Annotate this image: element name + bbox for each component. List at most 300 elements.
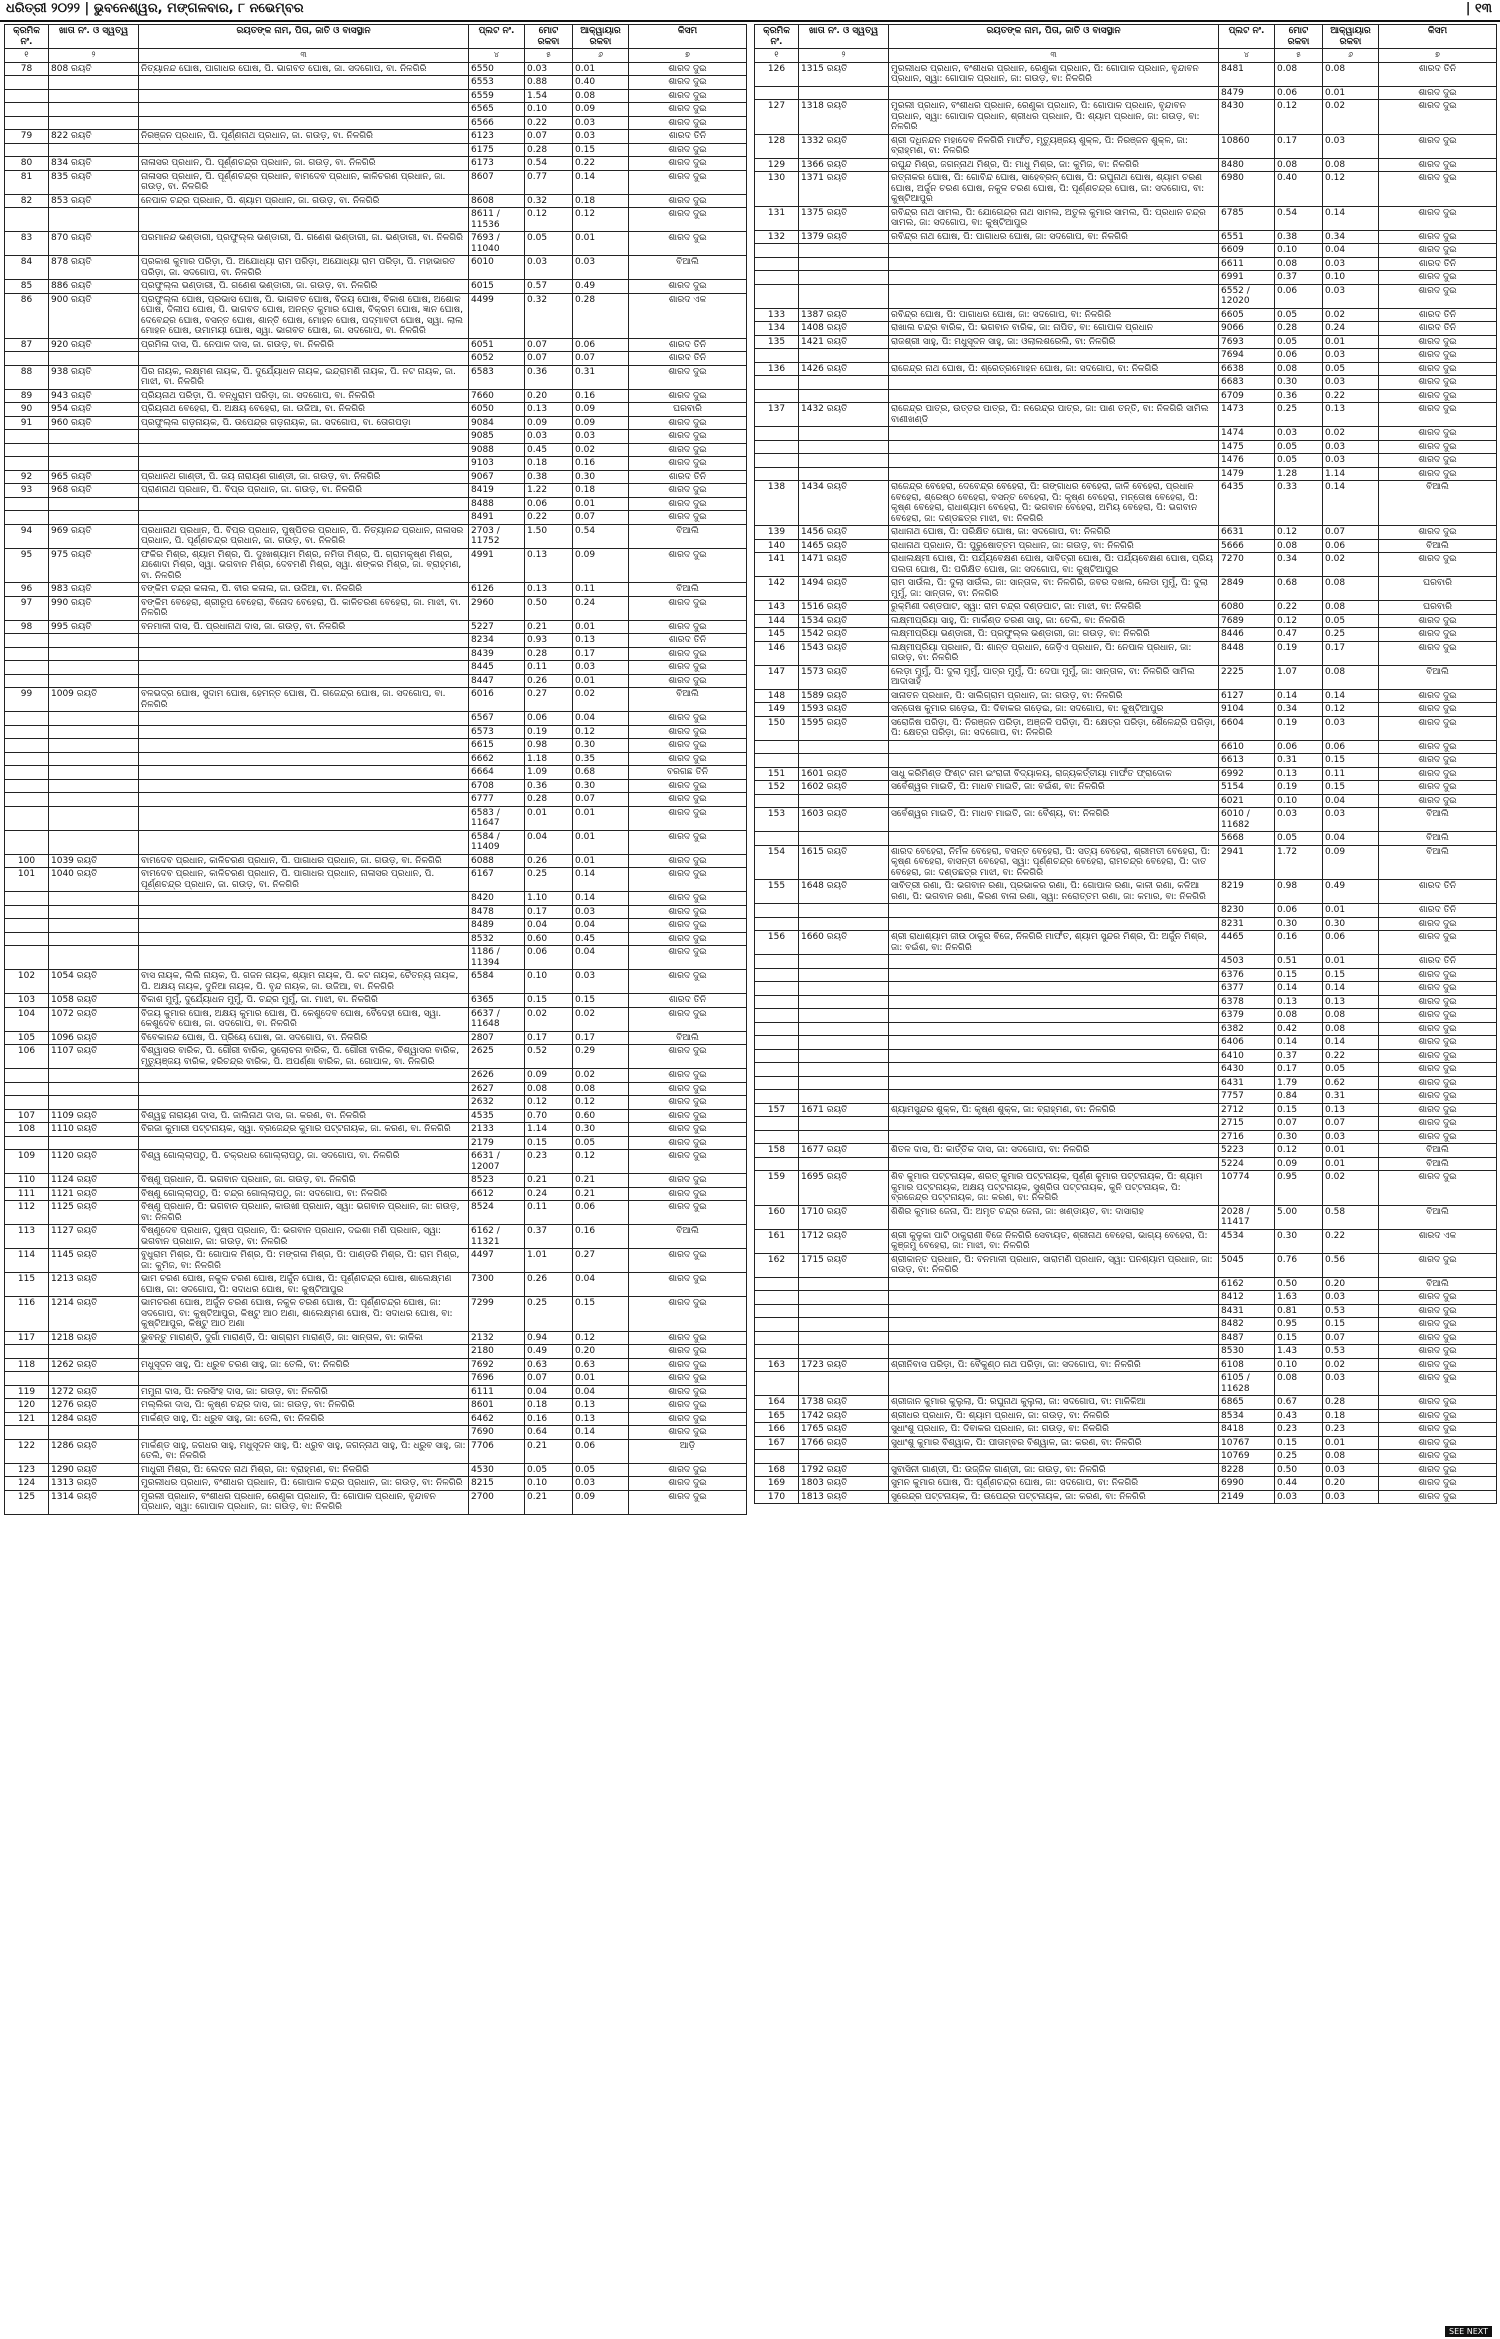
table-row <box>755 917 1497 931</box>
serial-cell: 143 <box>755 601 799 615</box>
plot-cell: 2700 <box>469 1490 525 1514</box>
acquired-area-cell: 0.06 <box>573 1439 629 1463</box>
table-row <box>5 484 747 498</box>
acquired-area-cell: 0.30 <box>1323 917 1379 931</box>
table-row <box>5 932 747 946</box>
total-area-cell: 0.19 <box>1275 716 1323 740</box>
serial-cell <box>5 208 49 232</box>
table-row <box>755 689 1497 703</box>
table-row <box>5 170 747 194</box>
plot-cell: 6175 <box>469 143 525 157</box>
kisam-cell: ଶାରଦ ଦୁଇ <box>1379 376 1497 390</box>
kisam-cell: ଶାରଦ ଦୁଇ <box>1379 1409 1497 1423</box>
acquired-area-cell: 0.08 <box>1323 601 1379 615</box>
owner-cell <box>889 1117 1219 1131</box>
owner-cell <box>139 352 469 366</box>
acquired-area-cell: 0.05 <box>573 1463 629 1477</box>
plot-cell: 7692 <box>469 1358 525 1372</box>
kisam-cell: ଶାରଦ ଦୁଇ <box>629 103 747 117</box>
table-row <box>5 946 747 970</box>
acquired-area-cell: 0.03 <box>573 905 629 919</box>
total-area-cell: 0.07 <box>525 338 573 352</box>
owner-cell <box>889 257 1219 271</box>
khata-cell: 1124 ରୟତି <box>49 1174 139 1188</box>
acquired-area-cell: 0.56 <box>1323 1253 1379 1277</box>
owner-cell: ବାମଦେବ ପ୍ରଧାନ, କାଳିଚରଣ ପ୍ରଧାନ, ପି. ପାଗାଧର ପ୍ରଧାନ, ନାଳାସର ପ୍ରଧାନ, ପି. ପୂର୍ଣ୍ଣଚନ୍ଦ୍ର ପ୍ରଧାନ, ଜା. ଗଉଡ଼, ବା. ନିଳଗିରି <box>139 868 469 892</box>
acquired-area-cell: 0.13 <box>573 634 629 648</box>
owner-cell <box>139 806 469 830</box>
acquired-area-cell: 0.18 <box>573 484 629 498</box>
plot-cell: 8607 <box>469 170 525 194</box>
table-row <box>755 349 1497 363</box>
khata-cell: 1127 ରୟତି <box>49 1225 139 1249</box>
table-row <box>5 430 747 444</box>
kisam-cell: ଶାରଦ ଦୁଇ <box>629 484 747 498</box>
serial-cell: 92 <box>5 470 49 484</box>
acquired-area-cell: 0.45 <box>573 932 629 946</box>
acquired-area-cell: 0.06 <box>573 338 629 352</box>
total-area-cell: 0.06 <box>525 712 573 726</box>
total-area-cell: 0.11 <box>525 661 573 675</box>
serial-cell: 78 <box>5 62 49 76</box>
khata-cell <box>49 1345 139 1359</box>
khata-cell: 870 ରୟତି <box>49 232 139 256</box>
total-area-cell: 0.19 <box>1275 781 1323 795</box>
plot-cell: 10774 <box>1219 1171 1275 1206</box>
total-area-cell: 0.09 <box>1275 1157 1323 1171</box>
khata-cell: 1465 ରୟତି <box>799 539 889 553</box>
serial-cell <box>5 892 49 906</box>
khata-cell <box>49 1082 139 1096</box>
kisam-cell: ଶାରଦ ଦୁଇ <box>1379 1463 1497 1477</box>
owner-cell: ଲେଡ଼ା ମୁର୍ମୁ, ପି: ଦୁଲା ମୁର୍ମୁ, ପାତ୍ର ମୁର୍ମୁ, ପି: ଦେପା ମୁର୍ମୁ, ଜା: ସାନ୍ତାଳ, ବା: ନିଳଗିରି ସାମିଲ ଆଦାସାହି <box>889 665 1219 689</box>
kisam-cell: ଶାରଦ ଦୁଇ <box>1379 995 1497 1009</box>
header-total: ମୋଟ ରକବା <box>1275 25 1323 49</box>
total-area-cell: 0.51 <box>1275 955 1323 969</box>
plot-cell: 6551 <box>1219 230 1275 244</box>
total-area-cell: 0.12 <box>1275 100 1323 135</box>
table-row <box>755 968 1497 982</box>
plot-cell: 1475 <box>1219 440 1275 454</box>
total-area-cell: 0.22 <box>525 116 573 130</box>
owner-cell <box>889 1130 1219 1144</box>
serial-cell: 123 <box>5 1463 49 1477</box>
serial-cell <box>5 793 49 807</box>
acquired-area-cell: 0.17 <box>573 647 629 661</box>
owner-cell: ସର୍ବେଶ୍ୱର ମାଇତି, ପି: ମାଧବ ମାଇତି, ଜା: ବୈଶ୍ୟ, ବା: ନିଳଗିରି <box>889 808 1219 832</box>
kisam-cell: ଶାରଦ ଦୁଇ <box>629 620 747 634</box>
khata-cell: 1589 ରୟତି <box>799 689 889 703</box>
total-area-cell: 0.13 <box>1275 767 1323 781</box>
serial-cell <box>5 89 49 103</box>
total-area-cell: 0.60 <box>525 932 573 946</box>
kisam-cell: ଶାରଦ ଦୁଇ <box>1379 172 1497 207</box>
plot-cell: 6683 <box>1219 376 1275 390</box>
kisam-cell: ଶାରଦ ଦୁଇ <box>629 712 747 726</box>
kisam-cell: ଶାରଦ ଦୁଇ <box>629 752 747 766</box>
total-area-cell: 1.01 <box>525 1249 573 1273</box>
header-sl: କ୍ରମିକ ନଂ. <box>755 25 799 49</box>
acquired-area-cell: 0.21 <box>573 1174 629 1188</box>
plot-cell: 2132 <box>469 1331 525 1345</box>
khata-cell: 983 ରୟତି <box>49 583 139 597</box>
kisam-cell: ଶାରଦ ଦୁଇ <box>629 1345 747 1359</box>
kisam-cell: ଶାରଦ ତିନି <box>629 994 747 1008</box>
serial-cell <box>755 904 799 918</box>
acquired-area-cell: 0.02 <box>573 1007 629 1031</box>
kisam-cell: ଶାରଦ ଏକ <box>629 293 747 338</box>
total-area-cell: 0.01 <box>525 806 573 830</box>
plot-cell: 6010 <box>469 256 525 280</box>
plot-cell: 7693 / 11040 <box>469 232 525 256</box>
plot-cell: 7696 <box>469 1372 525 1386</box>
kisam-cell: ଶାରଦ ଦୁଇ <box>629 232 747 256</box>
acquired-area-cell: 0.14 <box>1323 982 1379 996</box>
serial-cell <box>755 1117 799 1131</box>
plot-cell: 6050 <box>469 403 525 417</box>
total-area-cell: 0.28 <box>1275 322 1323 336</box>
owner-cell: ରବିନ୍ଦ୍ର ଘୋଷ, ପି: ପାଗାଧର ଘୋଷ, ଜା: ସଦଗୋପ, ବା: ନିଳଗିରି <box>889 308 1219 322</box>
owner-cell <box>889 754 1219 768</box>
khata-cell <box>799 1049 889 1063</box>
table-row <box>5 403 747 417</box>
serial-cell <box>755 982 799 996</box>
table-row <box>5 116 747 130</box>
table-row <box>5 647 747 661</box>
kisam-cell: ବିଆଲି <box>1379 539 1497 553</box>
total-area-cell: 0.17 <box>525 905 573 919</box>
table-row <box>755 1450 1497 1464</box>
table-row <box>755 1318 1497 1332</box>
khata-cell: 1286 ରୟତି <box>49 1439 139 1463</box>
serial-cell: 142 <box>755 577 799 601</box>
total-area-cell: 0.10 <box>525 1477 573 1491</box>
plot-cell: 2149 <box>1219 1490 1275 1504</box>
table-row <box>755 904 1497 918</box>
kisam-cell: ଶାରଦ ତିନି <box>1379 62 1497 86</box>
acquired-area-cell: 0.03 <box>573 661 629 675</box>
total-area-cell: 1.63 <box>1275 1291 1323 1305</box>
owner-cell: ଶ୍ରୀନିବାସ ପରିଡ଼ା, ପି: ବୈକୁଣ୍ଠ ନାଥ ପରିଡ଼ା, ଜା: ସଦଗୋପ, ବା: ନିଳଗିରି <box>889 1358 1219 1372</box>
khata-cell: 1375 ରୟତି <box>799 206 889 230</box>
total-area-cell: 0.63 <box>525 1358 573 1372</box>
plot-cell: 6980 <box>1219 172 1275 207</box>
table-row <box>5 457 747 471</box>
plot-cell: 6615 <box>469 739 525 753</box>
kisam-cell: ଶାରଦ ଦୁଇ <box>1379 1331 1497 1345</box>
kisam-cell: ଶାରଦ ଦୁଇ <box>1379 206 1497 230</box>
owner-cell: ମୁରଲୀ ପ୍ରଧାନ, ବଂଶୀଧର ପ୍ରଧାନ, ରେଣୁକା ପ୍ରଧାନ, ପି: ଗୋପାଳ ପ୍ରଧାନ, ବୃନ୍ଦାବନ ପ୍ରଧାନ, ସ୍ୱା: ଗୋପାଳ ପ୍ରଧାନ, ଜା: ଗଉଡ଼, ବା: ନିଳଗିରି <box>139 1490 469 1514</box>
owner-cell <box>889 1063 1219 1077</box>
acquired-area-cell: 0.08 <box>1323 665 1379 689</box>
plot-cell: 6991 <box>1219 271 1275 285</box>
serial-cell: 164 <box>755 1396 799 1410</box>
serial-cell: 149 <box>755 703 799 717</box>
plot-cell: 8439 <box>469 647 525 661</box>
serial-cell: 104 <box>5 1007 49 1031</box>
plot-cell: 2028 / 11417 <box>1219 1205 1275 1229</box>
owner-cell <box>889 1157 1219 1171</box>
total-area-cell: 0.22 <box>1275 601 1323 615</box>
plot-cell: 7757 <box>1219 1090 1275 1104</box>
total-area-cell: 0.05 <box>1275 335 1323 349</box>
serial-cell <box>755 1036 799 1050</box>
plot-cell: 9088 <box>469 443 525 457</box>
acquired-area-cell: 0.24 <box>1323 322 1379 336</box>
total-area-cell: 0.22 <box>525 511 573 525</box>
total-area-cell: 0.12 <box>1275 1144 1323 1158</box>
total-area-cell: 0.49 <box>525 1345 573 1359</box>
table-row <box>5 1273 747 1297</box>
kisam-cell: ବିଆଲି <box>1379 665 1497 689</box>
kisam-cell: ଶାରଦ ଦୁଇ <box>1379 1253 1497 1277</box>
kisam-cell: ଶାରଦ ତିନି <box>629 634 747 648</box>
owner-cell <box>139 1082 469 1096</box>
plot-cell: 8534 <box>1219 1409 1275 1423</box>
acquired-area-cell: 0.30 <box>573 739 629 753</box>
total-area-cell: 0.50 <box>1275 1277 1323 1291</box>
land-table-right <box>754 24 1497 1504</box>
owner-cell <box>139 919 469 933</box>
serial-cell <box>5 712 49 726</box>
serial-cell <box>755 376 799 390</box>
plot-cell: 8230 <box>1219 904 1275 918</box>
table-row <box>5 62 747 76</box>
serial-cell <box>5 1426 49 1440</box>
kisam-cell: ଶାରଦ ଦୁଇ <box>629 1463 747 1477</box>
kisam-cell: ଶାରଦ ଦୁଇ <box>629 1372 747 1386</box>
kisam-cell: ଶାରଦ ଦୁଇ <box>1379 1130 1497 1144</box>
plot-cell: 9103 <box>469 457 525 471</box>
header-plot: ପ୍ଲଟ ନଂ. <box>1219 25 1275 49</box>
khata-cell: 1290 ରୟତି <box>49 1463 139 1477</box>
total-area-cell: 0.24 <box>525 1187 573 1201</box>
khata-cell <box>49 919 139 933</box>
kisam-cell: ଶାରଦ ଦୁଇ <box>1379 467 1497 481</box>
table-row <box>755 454 1497 468</box>
header-kisam: କିସମ <box>629 25 747 49</box>
plot-cell: 6584 / 11409 <box>469 830 525 854</box>
kisam-cell: ଶାରଦ ଦୁଇ <box>629 548 747 583</box>
total-area-cell: 0.05 <box>525 232 573 256</box>
khata-cell <box>799 968 889 982</box>
serial-cell: 132 <box>755 230 799 244</box>
plot-cell: 6021 <box>1219 794 1275 808</box>
owner-cell: ପ୍ରଧାନଥ ଗାଣ୍ଡୀ, ପି. ଜୟ ନାରାୟଣ ଗାଣ୍ଡୀ, ଜା. ଗଉଡ଼, ବା. ନିଳଗିରି <box>139 470 469 484</box>
plot-cell: 8412 <box>1219 1291 1275 1305</box>
plot-cell: 6051 <box>469 338 525 352</box>
serial-cell <box>755 1372 799 1396</box>
plot-cell: 6552 / 12020 <box>1219 284 1275 308</box>
owner-cell <box>889 740 1219 754</box>
table-row <box>5 443 747 457</box>
table-row <box>755 322 1497 336</box>
kisam-cell: ଶାରଦ ଦୁଇ <box>629 89 747 103</box>
serial-cell <box>755 427 799 441</box>
khata-cell: 1314 ରୟତି <box>49 1490 139 1514</box>
owner-cell: ନାଳାସର ପ୍ରଧାନ, ପି. ପୂର୍ଣ୍ଣଚନ୍ଦ୍ର ପ୍ରଧାନ, ବାମଦେବ ପ୍ରଧାନ, କାଳିଚରଣ ପ୍ରଧାନ, ଜା. ଗଉଡ଼, ବା. ନିଳଗିରି <box>139 170 469 194</box>
total-area-cell: 0.19 <box>1275 641 1323 665</box>
total-area-cell: 5.00 <box>1275 1205 1323 1229</box>
table-row <box>755 1009 1497 1023</box>
serial-cell <box>755 1331 799 1345</box>
total-area-cell: 1.22 <box>525 484 573 498</box>
khata-cell <box>799 440 889 454</box>
acquired-area-cell: 0.22 <box>1323 1229 1379 1253</box>
khata-cell <box>49 1096 139 1110</box>
right-column <box>754 24 1496 1515</box>
kisam-cell: ଶାରଦ ଦୁଇ <box>629 511 747 525</box>
owner-cell: ନିତ୍ୟାନନ୍ଦ ଘୋଷ, ପାଗାଧର ଘୋଷ, ପି. ଭାଗବତ ଘୋଷ, ଜା. ସଦଗୋପ, ବା. ନିଳଗିରି <box>139 62 469 76</box>
khata-cell <box>49 946 139 970</box>
khata-cell: 1040 ରୟତି <box>49 868 139 892</box>
khata-cell <box>49 511 139 525</box>
owner-cell: ପ୍ରିୟନାଥ ପରିଡ଼ା, ପି. ବନ୍ଧୁରାମ ପରିଡ଼ା, ଜା. ସଦଗୋପ, ବା. ନିଳଗିରି <box>139 389 469 403</box>
serial-cell <box>755 754 799 768</box>
table-row <box>5 548 747 583</box>
khata-cell: 1671 ରୟତି <box>799 1103 889 1117</box>
acquired-area-cell: 0.03 <box>1323 1130 1379 1144</box>
khata-cell <box>49 739 139 753</box>
owner-cell: ପ୍ରଫୁଲ୍ଲ ଗଡ଼ନାୟକ, ପି. ଉପେନ୍ଦ୍ର ଗଡ଼ନାୟକ, ଜା. ସଦଗୋପ, ବା. ତୋଗପଡ଼ା <box>139 416 469 430</box>
owner-cell: ଶ୍ରୀଜାନ କୁମାର କୁଲୁଲା, ପି: ରଘୁନାଥ କୁଲୁଲା, ଜା: ସଦଗୋପ, ବା: ମାଳିକିଆ <box>889 1396 1219 1410</box>
owner-cell: ଫକିର ମିଶ୍ର, ଶ୍ୟାମ ମିଶ୍ର, ପି. ଦୁଃଖଶ୍ୟାମ ମିଶ୍ର, ନମିତା ମିଶ୍ର, ପି. ଗ୍ରାମକୃଷ୍ଣ ମିଶ୍ର, ଯଶୋଦା ମିଶ୍ର, ସ୍ୱା. ଭଗବାନ ମିଶ୍ର, ଦେବମଣି ମିଶ୍ର, ସ୍ୱା. ଶଙ୍କର ମିଶ୍ର, ଜା. ବ୍ରାହ୍ମଣ, ବା. ନିଳଗିରି <box>139 548 469 583</box>
khata-cell <box>799 1157 889 1171</box>
serial-cell <box>755 349 799 363</box>
owner-cell: ଶାରଦ ବେହେରା, ନିର୍ମଳ ବେହେରା, ବସନ୍ତ ବେହେରା, ପି: ସତ୍ୟ ବେହେରା, ଶ୍ରୀମତୀ ବେହେରା, ପି: କୃଷ୍ଣ ବେହେରା, ବାସନ୍ତୀ ବେହେରା, ସ୍ୱା: ପୂର୍ଣ୍ଣଚନ୍ଦ୍ର ବେହେରା, ରାମଚନ୍ଦ୍ର ବେହେରା, ପି: ଦାତ ବେହେରା, ଜା: ଦଣ୍ଡଛତ୍ର ମାଝୀ, ବା: ନିଳଗିରି <box>889 845 1219 880</box>
kisam-cell: ଶାରଦ ଦୁଇ <box>1379 794 1497 808</box>
table-row <box>5 1174 747 1188</box>
kisam-cell: ଶାରଦ ଦୁଇ <box>629 1477 747 1491</box>
kisam-cell: ଶାରଦ ଦୁଇ <box>1379 427 1497 441</box>
khata-cell: 1766 ରୟତି <box>799 1436 889 1450</box>
plot-cell: 6609 <box>1219 244 1275 258</box>
owner-cell <box>139 1345 469 1359</box>
total-area-cell: 0.09 <box>525 416 573 430</box>
serial-cell <box>5 443 49 457</box>
acquired-area-cell: 0.18 <box>1323 1409 1379 1423</box>
total-area-cell: 0.05 <box>1275 440 1323 454</box>
total-area-cell: 0.10 <box>1275 1358 1323 1372</box>
total-area-cell: 0.68 <box>1275 577 1323 601</box>
acquired-area-cell: 0.15 <box>573 1297 629 1332</box>
owner-cell <box>139 752 469 766</box>
owner-cell: ବିଷ୍ଣୁଦେବ ପ୍ରଧାନ, ପୁଷ୍ପ ପ୍ରଧାନ, ପି: ଭଗବାନ ପ୍ରଧାନ, ଦଇଶା ମଣି ପ୍ରଧାନ, ସ୍ୱା: ଭଗବାନ ପ୍ରଧାନ, ଜା: ଗଉଡ଼, ବା: ନିଳଗିରି <box>139 1225 469 1249</box>
page-number: | ୧୩ <box>1465 1 1492 16</box>
acquired-area-cell: 0.08 <box>1323 62 1379 86</box>
kisam-cell: ଶାରଦ ଦୁଇ <box>1379 754 1497 768</box>
acquired-area-cell: 0.12 <box>573 1331 629 1345</box>
serial-cell <box>755 1318 799 1332</box>
plot-cell: 1479 <box>1219 467 1275 481</box>
kisam-cell: ଶାରଦ ଦୁଇ <box>1379 1396 1497 1410</box>
kisam-cell: ଶାରଦ ଦୁଇ <box>1379 349 1497 363</box>
colnum: ୪ <box>1219 49 1275 63</box>
table-row <box>755 403 1497 427</box>
total-area-cell: 1.43 <box>1275 1345 1323 1359</box>
khata-cell: 1595 ରୟତି <box>799 716 889 740</box>
serial-cell <box>755 1009 799 1023</box>
kisam-cell: ଶାରଦ ଦୁଇ <box>629 661 747 675</box>
plot-cell: 2627 <box>469 1082 525 1096</box>
owner-cell <box>139 143 469 157</box>
khata-cell: 1096 ରୟତି <box>49 1031 139 1045</box>
acquired-area-cell: 0.22 <box>1323 1049 1379 1063</box>
acquired-area-cell: 0.02 <box>1323 308 1379 322</box>
total-area-cell: 0.06 <box>1275 284 1323 308</box>
owner-cell <box>139 89 469 103</box>
owner-cell: ପ୍ରିୟନାଥ ବେହେରା, ପି. ଅକ୍ଷୟ ବେହେରା, ଜା. ଉଜିଆ, ବା. ନିଳଗିରି <box>139 403 469 417</box>
serial-cell: 145 <box>755 628 799 642</box>
table-body-left <box>5 62 747 1514</box>
serial-cell <box>755 1304 799 1318</box>
plot-cell: 2715 <box>1219 1117 1275 1131</box>
owner-cell: ସର୍ବେଶ୍ୱର ମାଇତି, ପି: ମାଧବ ମାଇତି, ଜା: ବଇଁଶ, ବା: ନିଳଗିରି <box>889 781 1219 795</box>
khata-cell <box>49 892 139 906</box>
kisam-cell: ଶାରଦ ଦୁଇ <box>629 779 747 793</box>
khata-cell: 1710 ରୟତି <box>799 1205 889 1229</box>
plot-cell: 6431 <box>1219 1076 1275 1090</box>
plot-cell: 7270 <box>1219 553 1275 577</box>
table-row <box>755 1022 1497 1036</box>
owner-cell: ବାସ ନାୟକ, ଲିଲି ନାୟକ, ପି. ଗଜନ ନାୟକ, ଶ୍ୟାମ ନାୟକ, ପି. କଟ ନାୟକ, ଚୈତନ୍ୟ ନାୟକ, ପି. ଅକ୍ଷୟ ନାୟକ, ଦୁନିଆ ନାୟକ, ପି. ବୃନ୍ଦ ନାୟକ, ଜା. ଉଜିଆ, ବା. ନିଳଗିରି <box>139 970 469 994</box>
plot-cell: 6052 <box>469 352 525 366</box>
kisam-cell: ଶାରଦ ଦୁଇ <box>1379 641 1497 665</box>
total-area-cell: 0.26 <box>525 674 573 688</box>
khata-cell <box>49 766 139 780</box>
acquired-area-cell: 0.03 <box>1323 716 1379 740</box>
serial-cell: 81 <box>5 170 49 194</box>
total-area-cell: 0.37 <box>1275 271 1323 285</box>
plot-cell: 6777 <box>469 793 525 807</box>
table-row <box>755 1090 1497 1104</box>
kisam-cell: ଶାରଦ ଦୁଇ <box>1379 86 1497 100</box>
owner-cell <box>139 1069 469 1083</box>
acquired-area-cell: 0.35 <box>573 752 629 766</box>
header-name: ରୟତଙ୍କ ନାମ, ପିତା, ଜାତି ଓ ବାସସ୍ଥାନ <box>139 25 469 49</box>
colnum: ୭ <box>1379 49 1497 63</box>
total-area-cell: 0.18 <box>525 457 573 471</box>
header-total: ମୋଟ ରକବା <box>525 25 573 49</box>
acquired-area-cell: 0.31 <box>1323 1090 1379 1104</box>
plot-cell: 2941 <box>1219 845 1275 880</box>
total-area-cell: 0.54 <box>1275 206 1323 230</box>
khata-cell <box>799 754 889 768</box>
table-row <box>5 1031 747 1045</box>
serial-cell <box>5 905 49 919</box>
acquired-area-cell: 0.03 <box>1323 1372 1379 1396</box>
header-acquired: ଆକ୍ୱାୟାର ରକବା <box>573 25 629 49</box>
acquired-area-cell: 0.01 <box>1323 955 1379 969</box>
owner-cell: ମଲ୍ଲିକା ଦାସ, ପି: କୃଷ୍ଣ ଚନ୍ଦ୍ର ଦାସ, ଜା: ଗଉଡ଼, ବା: ନିଳଗିରି <box>139 1399 469 1413</box>
kisam-cell: ଶାରଦ ଦୁଇ <box>629 674 747 688</box>
acquired-area-cell: 0.09 <box>573 548 629 583</box>
kisam-cell: ବିଆଲି <box>1379 845 1497 880</box>
kisam-cell: ଶାରଦ ଦୁଇ <box>1379 1076 1497 1090</box>
kisam-cell: ଶାରଦ ଦୁଇ <box>1379 1117 1497 1131</box>
plot-cell: 6638 <box>1219 362 1275 376</box>
total-area-cell: 0.25 <box>525 1297 573 1332</box>
owner-cell: ବିଷ୍ଣୁ ପ୍ରଧାନ, ପି: ଭଗବାନ ପ୍ରଧାନ, କାଉଖୀ ପ୍ରଧାନ, ସ୍ୱା: ଭଗବାନ ପ୍ରଧାନ, ଜା: ଗଉଡ଼, ବା: ନିଳଗିରି <box>139 1201 469 1225</box>
kisam-cell: ଶାରଦ ଦୁଇ <box>1379 767 1497 781</box>
plot-cell: 7706 <box>469 1439 525 1463</box>
kisam-cell: ଶାରଦ ଦୁଇ <box>629 970 747 994</box>
serial-cell: 157 <box>755 1103 799 1117</box>
acquired-area-cell: 0.01 <box>1323 86 1379 100</box>
khata-cell: 1648 ରୟତି <box>799 880 889 904</box>
table-row <box>755 526 1497 540</box>
acquired-area-cell: 0.03 <box>573 1477 629 1491</box>
